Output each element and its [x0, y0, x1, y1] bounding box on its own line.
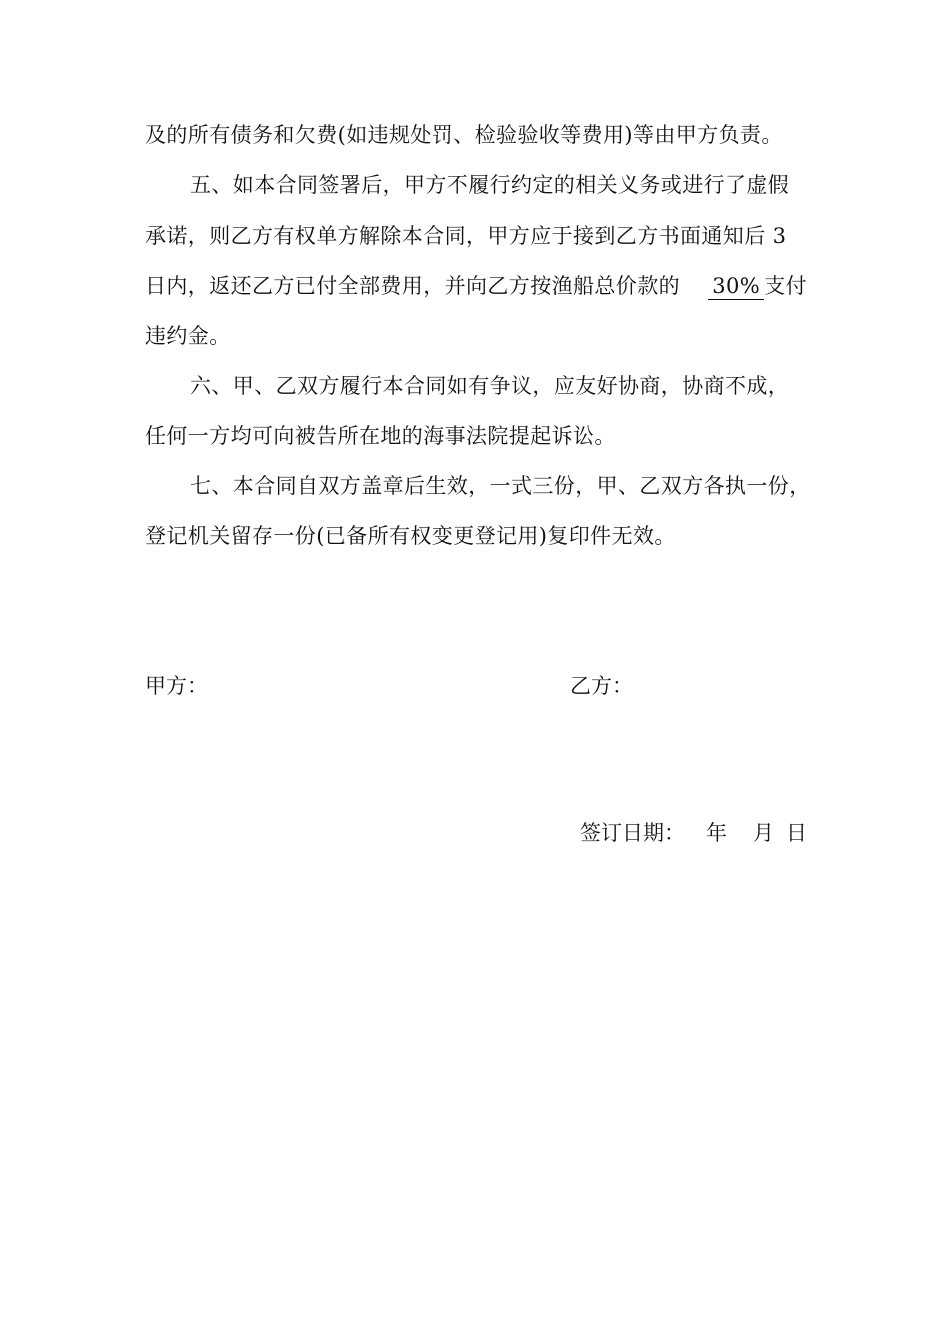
- signing-date-month: 月: [753, 821, 774, 845]
- party-b-signature-label: 乙方：: [570, 674, 633, 698]
- penalty-rate-field: [708, 271, 807, 301]
- paragraph-5-line-3: [145, 271, 807, 301]
- paragraph-7-line-1: 七、本合同自双方盖章后生效，一式三份，甲、乙双方各执一份，: [190, 474, 811, 498]
- paragraph-5-line-3-suffix: 支付: [764, 274, 807, 298]
- paragraph-5-line-3-prefix: 日内，返还乙方已付全部费用，并向乙方按渔船总价款的: [145, 274, 680, 298]
- paragraph-7-line-2: 登记机关留存一份(已备所有权变更登记用)复印件无效。: [145, 524, 676, 548]
- party-a-signature-label: 甲方：: [145, 674, 208, 698]
- paragraph-5-line-2: 承诺，则乙方有权单方解除本合同，甲方应于接到乙方书面通知后 3: [145, 224, 787, 248]
- paragraph-5-line-1: 五、如本合同签署后，甲方不履行约定的相关义务或进行了虚假: [190, 173, 790, 197]
- paragraph-6-line-1: 六、甲、乙双方履行本合同如有争议，应友好协商，协商不成，: [190, 374, 790, 398]
- signing-date-year: 年: [706, 821, 727, 845]
- signing-date-label: 签订日期：: [580, 821, 685, 845]
- penalty-rate-value: 30%: [708, 273, 764, 300]
- signing-date-day: 日: [786, 821, 807, 845]
- paragraph-4-end: 及的所有债务和欠费(如违规处罚、检验验收等费用)等由甲方负责。: [145, 123, 783, 147]
- paragraph-5-line-4: 违约金。: [145, 324, 231, 348]
- paragraph-6-line-2: 任何一方均可向被告所在地的海事法院提起诉讼。: [145, 424, 616, 448]
